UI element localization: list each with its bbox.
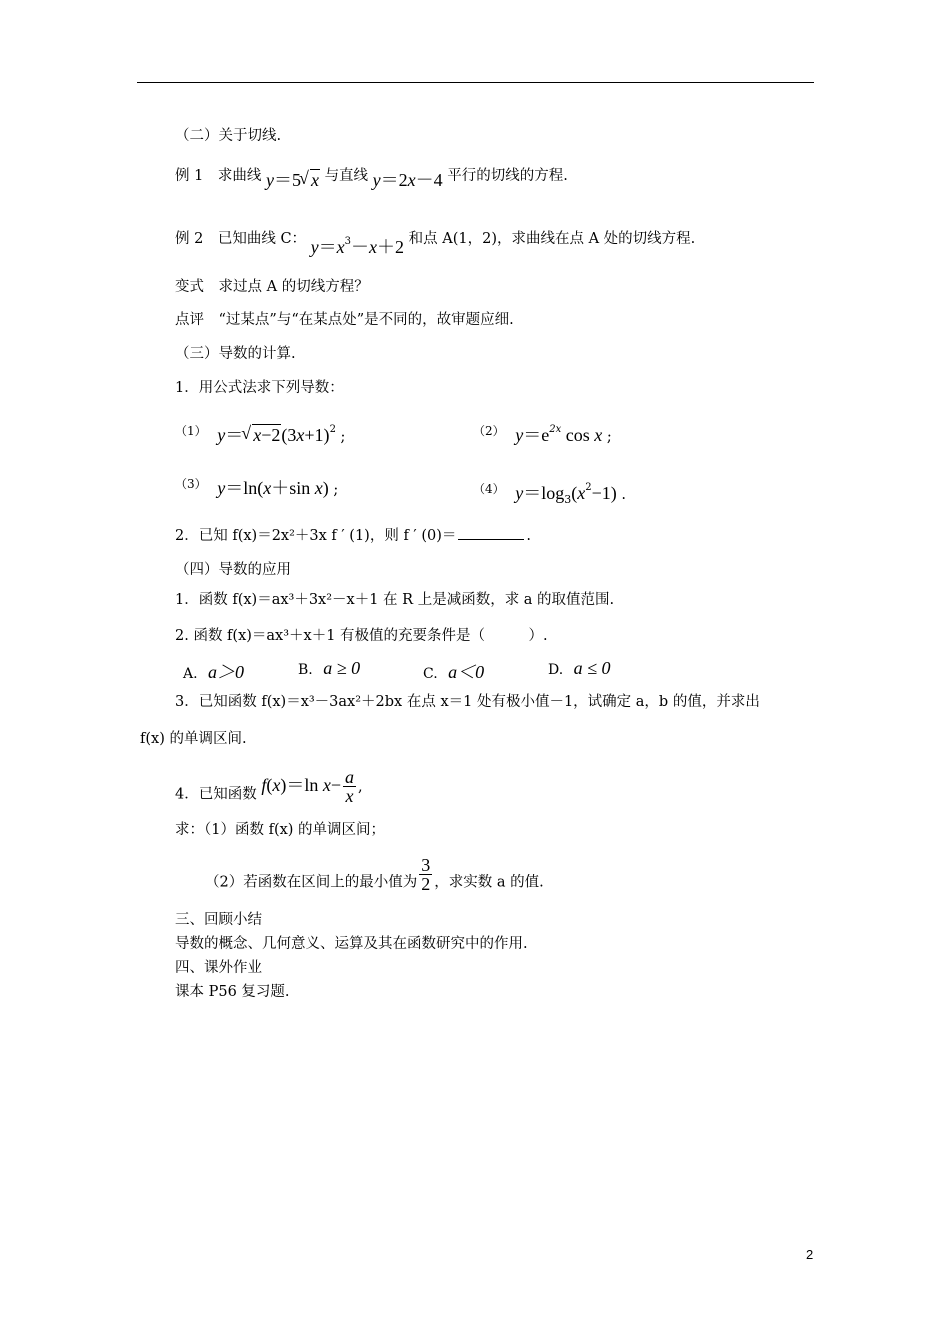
option-c: C. a＜0 xyxy=(423,662,485,682)
derivative-item-2 xyxy=(473,414,612,445)
function-formula: f(x)＝ln x− $\frac{a}{x}$ , xyxy=(261,767,363,806)
answer-blank xyxy=(458,539,524,540)
section-2-title: （二）关于切线. xyxy=(175,128,282,144)
item-number: （3） xyxy=(175,477,207,491)
example-2-label: 例 2 已知曲线 C： xyxy=(175,231,307,247)
curve-formula: y＝5√ x xyxy=(266,174,320,190)
homework-title: 四、课外作业 xyxy=(175,960,262,976)
option-d: D. a ≤ 0 xyxy=(548,658,611,678)
application-1: 1．函数 f(x)＝ax³＋3x²－x＋1 在 R 上是减函数，求 a 的取值范围. xyxy=(175,592,615,608)
example-1-label: 例 1 求曲线 xyxy=(175,168,262,184)
derivative-item-1 xyxy=(175,414,346,445)
example-2 xyxy=(175,222,696,257)
summary-title: 三、回顾小结 xyxy=(175,912,262,928)
header-rule xyxy=(137,82,814,83)
application-4 xyxy=(175,767,363,813)
section-4-title: （四）导数的应用 xyxy=(175,562,291,578)
question-2: 2．已知 f(x)＝2x²＋3x f ′ (1)，则 f ′ (0)＝ . xyxy=(175,528,531,544)
section-3-title: （三）导数的计算. xyxy=(175,346,296,362)
example-2-end: 和点 A(1，2)，求曲线在点 A 处的切线方程. xyxy=(408,231,696,247)
comment: 点评 “过某点”与“在某点处”是不同的，故审题应细. xyxy=(175,312,514,328)
formula-4: $y=\log_3(x^2-1)$ . xyxy=(515,482,627,506)
question-1-title: 1．用公式法求下列导数： xyxy=(175,380,344,396)
fraction-3-2: $\frac{3}{2}$ xyxy=(421,855,431,894)
example-1-end: 平行的切线的方程. xyxy=(447,168,568,184)
question-2-text: 2．已知 f(x)＝2x²＋3x f ′ (1)，则 f ′ (0)＝ xyxy=(175,528,457,544)
derivative-item-3 xyxy=(175,472,339,498)
item-number: （2） xyxy=(473,424,505,438)
ask-1: 求：（1）函数 f(x) 的单调区间； xyxy=(175,822,386,838)
line-formula: y＝2x－4 xyxy=(372,170,443,190)
curve-c-formula: $y=x^3-x+2$ xyxy=(310,236,405,257)
option-a: A. a＞0 xyxy=(183,662,245,682)
ask-2-end: ，求实数 a 的值. xyxy=(434,874,544,891)
homework-text: 课本 P56 复习题. xyxy=(175,984,290,1000)
application-3-line-2: f(x) 的单调区间. xyxy=(140,731,247,747)
item-number: （4） xyxy=(473,482,505,496)
application-4-text: 4．已知函数 xyxy=(175,786,257,803)
summary-text: 导数的概念、几何意义、运算及其在函数研究中的作用. xyxy=(175,936,528,952)
ask-2 xyxy=(205,855,544,901)
page-number: 2 xyxy=(806,1247,814,1262)
derivative-item-4 xyxy=(473,472,626,504)
option-b: B. a ≥ 0 xyxy=(298,658,361,678)
formula-3: y＝ln(x＋sin x) ; xyxy=(217,478,339,498)
variant: 变式 求过点 A 的切线方程？ xyxy=(175,279,369,295)
application-3-line-1: 3．已知函数 f(x)＝x³－3ax²＋2bx 在点 x＝1 处有极小值－1，试确定 a，b 的值，并求出 xyxy=(175,694,760,710)
example-1-mid: 与直线 xyxy=(324,168,369,184)
item-number: （1） xyxy=(175,424,207,438)
application-2: 2. 函数 f(x)＝ax³＋x＋1 有极值的充要条件是（ ）. xyxy=(175,628,548,644)
ask-2-text: （2）若函数在区间上的最小值为 xyxy=(205,874,418,891)
example-1 xyxy=(175,164,568,190)
formula-2: $y=e^{2x}$ cos x ; xyxy=(515,424,612,445)
formula-1: y＝√ $x-2(3x+1)^2$ ; xyxy=(217,429,345,445)
